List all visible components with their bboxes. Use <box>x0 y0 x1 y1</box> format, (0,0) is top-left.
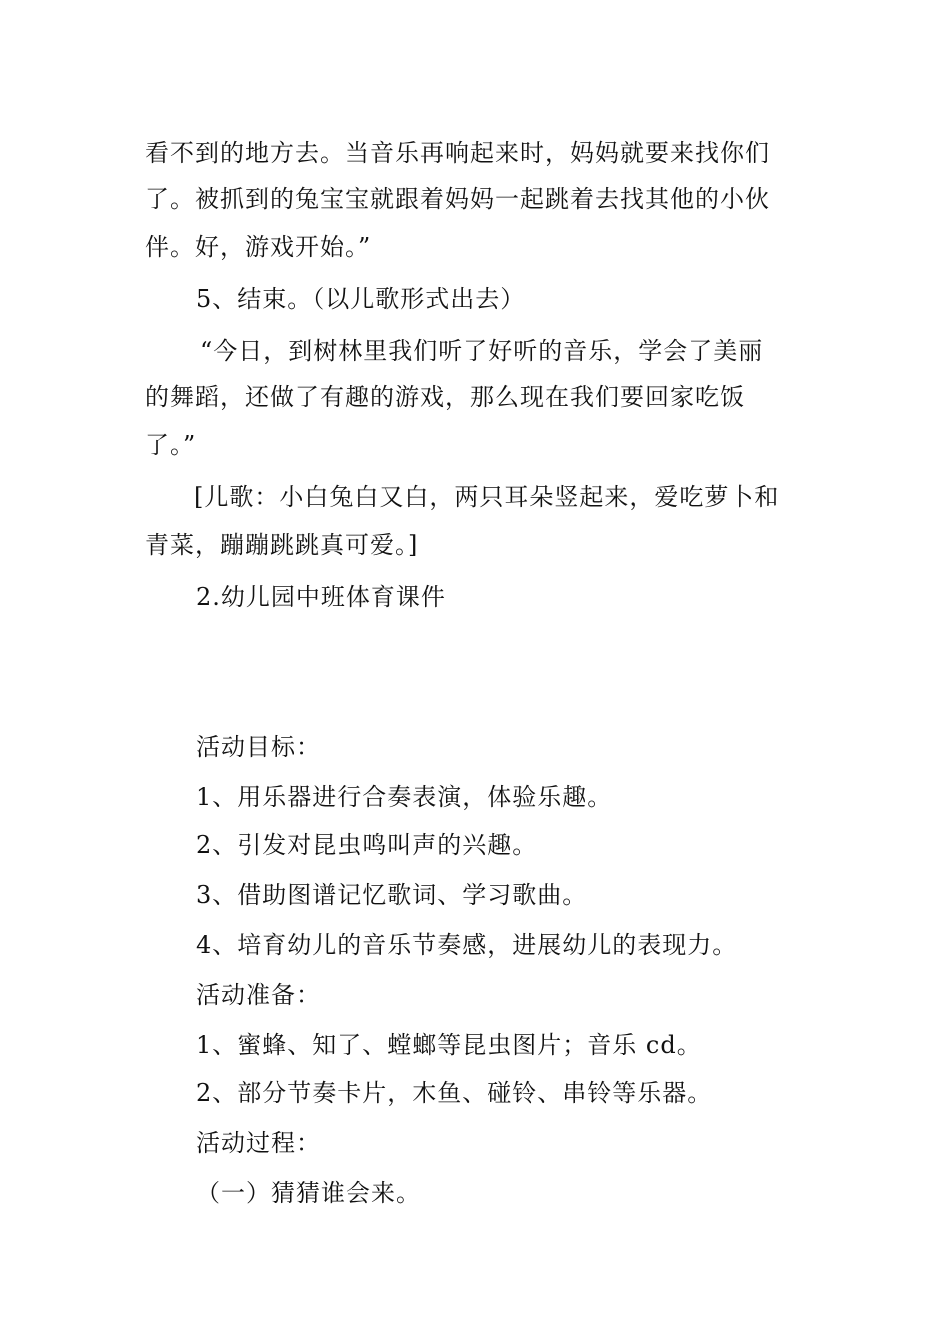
song-line-1: [儿歌：小白兔白又白，两只耳朵竖起来，爱吃萝卜和 <box>194 483 780 511</box>
goal-item-1: 1、用乐器进行合奏表演，体验乐趣。 <box>196 783 613 811</box>
goal-item-2: 2、引发对昆虫鸣叫声的兴趣。 <box>196 831 538 859</box>
activity-process-heading: 活动过程： <box>196 1129 321 1157</box>
preparation-item-2: 2、部分节奏卡片，木鱼、碰铃、串铃等乐器。 <box>196 1079 713 1107</box>
song-line-2: 青菜，蹦蹦跳跳真可爱。] <box>145 531 419 559</box>
process-step-1: （一）猜猜谁会来。 <box>196 1179 421 1207</box>
goal-item-4: 4、培育幼儿的音乐节奏感，进展幼儿的表现力。 <box>196 931 738 959</box>
text-line-6: 的舞蹈，还做了有趣的游戏，那么现在我们要回家吃饭 <box>145 383 745 411</box>
section-5-heading: 5、结束。（以儿歌形式出去） <box>196 285 526 313</box>
text-line-5: “今日，到树林里我们听了好听的音乐，学会了美丽 <box>200 337 764 365</box>
text-line-7: 了。” <box>145 431 197 459</box>
activity-goals-heading: 活动目标： <box>196 733 321 761</box>
text-line-3: 伴。好，游戏开始。” <box>145 233 372 261</box>
goal-item-3: 3、借助图谱记忆歌词、学习歌曲。 <box>196 881 588 909</box>
text-line-1: 看不到的地方去。当音乐再响起来时，妈妈就要来找你们 <box>145 139 770 167</box>
text-line-2: 了。被抓到的兔宝宝就跟着妈妈一起跳着去找其他的小伙 <box>145 185 770 213</box>
preparation-item-1: 1、蜜蜂、知了、螳螂等昆虫图片；音乐 cd。 <box>196 1031 702 1059</box>
activity-preparation-heading: 活动准备： <box>196 981 321 1009</box>
section-2-title: 2.幼儿园中班体育课件 <box>196 583 446 611</box>
